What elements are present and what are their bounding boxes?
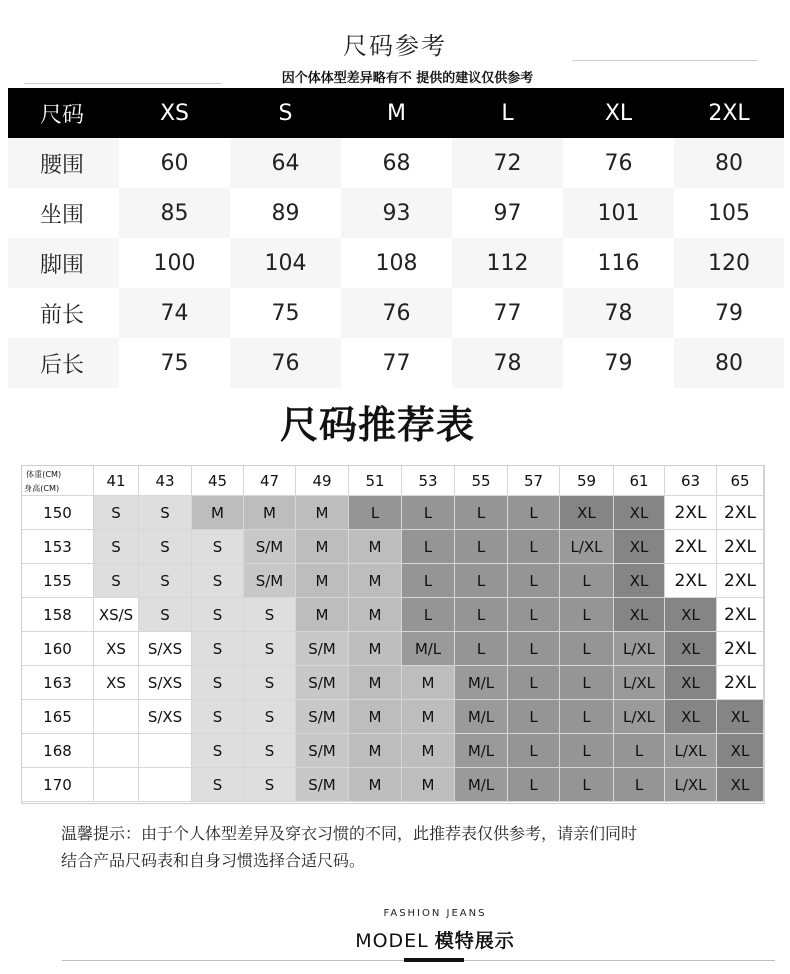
table-cell: 104 xyxy=(230,238,341,288)
size-cell: S xyxy=(192,666,244,700)
size-cell: S xyxy=(244,666,296,700)
size-cell: XS/S xyxy=(94,598,139,632)
size-cell: M xyxy=(402,768,455,802)
size-cell: M xyxy=(402,734,455,768)
size-cell: 2XL xyxy=(717,564,764,598)
height-label: 150 xyxy=(22,496,94,530)
tip-text xyxy=(61,820,761,874)
size-cell: S/M xyxy=(296,700,349,734)
size-cell: M xyxy=(349,564,402,598)
size-cell: L xyxy=(349,496,402,530)
table-cell: 79 xyxy=(674,288,784,338)
table-row xyxy=(8,288,784,338)
size-cell: S xyxy=(139,564,192,598)
table-cell: 76 xyxy=(563,138,674,188)
size-cell: XL xyxy=(614,598,665,632)
size-cell: L xyxy=(508,734,560,768)
size-cell: S xyxy=(244,768,296,802)
recommend-row xyxy=(22,530,764,564)
table-cell: 89 xyxy=(230,188,341,238)
table-cell: 105 xyxy=(674,188,784,238)
size-cell: M xyxy=(296,530,349,564)
decorative-line xyxy=(572,60,758,61)
size-cell: M xyxy=(402,700,455,734)
size-cell: 2XL xyxy=(717,666,764,700)
table-cell: 79 xyxy=(563,338,674,388)
weight-header: 43 xyxy=(139,466,192,496)
size-cell: XL xyxy=(717,768,764,802)
weight-header: 63 xyxy=(665,466,717,496)
size-cell: 2XL xyxy=(665,564,717,598)
size-cell: XL xyxy=(665,700,717,734)
size-cell: 2XL xyxy=(665,496,717,530)
divider-accent xyxy=(404,958,464,962)
size-cell: S xyxy=(94,564,139,598)
size-cell: M xyxy=(296,598,349,632)
size-cell: XS xyxy=(94,632,139,666)
weight-header: 45 xyxy=(192,466,244,496)
size-cell: L xyxy=(508,598,560,632)
size-cell xyxy=(94,734,139,768)
header-cell: 尺码 xyxy=(8,88,119,138)
size-cell: M/L xyxy=(455,734,508,768)
weight-header: 55 xyxy=(455,466,508,496)
weight-header: 51 xyxy=(349,466,402,496)
size-cell: M xyxy=(349,700,402,734)
size-cell: S xyxy=(192,700,244,734)
height-label: 163 xyxy=(22,666,94,700)
height-label: 158 xyxy=(22,598,94,632)
table-cell: 93 xyxy=(341,188,452,238)
size-cell: S/XS xyxy=(139,700,192,734)
height-label: 168 xyxy=(22,734,94,768)
size-cell: M xyxy=(349,530,402,564)
table-cell: 78 xyxy=(563,288,674,338)
size-cell: XL xyxy=(717,734,764,768)
table-cell: 72 xyxy=(452,138,563,188)
size-cell: S xyxy=(244,598,296,632)
size-cell: L xyxy=(560,632,614,666)
header-cell: XL xyxy=(563,88,674,138)
height-label: 153 xyxy=(22,530,94,564)
size-cell: S/XS xyxy=(139,666,192,700)
weight-header: 49 xyxy=(296,466,349,496)
table-cell: 80 xyxy=(674,338,784,388)
weight-header: 57 xyxy=(508,466,560,496)
header-cell: L xyxy=(452,88,563,138)
size-cell: XL xyxy=(665,632,717,666)
size-cell: L xyxy=(402,530,455,564)
table-cell: 97 xyxy=(452,188,563,238)
table-cell: 85 xyxy=(119,188,230,238)
table-cell: 101 xyxy=(563,188,674,238)
size-cell xyxy=(94,768,139,802)
size-cell: M xyxy=(349,768,402,802)
size-cell: M xyxy=(402,666,455,700)
size-cell: S/M xyxy=(296,632,349,666)
size-cell: L xyxy=(560,598,614,632)
size-cell: L xyxy=(614,768,665,802)
tip-line: 温馨提示：由于个人体型差异及穿衣习惯的不同，此推荐表仅供参考，请亲们同时 xyxy=(61,824,638,843)
size-cell: XL xyxy=(614,564,665,598)
size-cell: L xyxy=(455,496,508,530)
recommend-row xyxy=(22,564,764,598)
recommend-row xyxy=(22,632,764,666)
size-cell: S xyxy=(94,530,139,564)
size-cell: S xyxy=(192,530,244,564)
size-cell: S xyxy=(94,496,139,530)
size-cell: L xyxy=(402,598,455,632)
size-chart-table xyxy=(8,88,784,388)
row-label: 前长 xyxy=(8,288,119,338)
size-cell: S xyxy=(244,632,296,666)
size-cell: L xyxy=(402,496,455,530)
size-cell: L xyxy=(455,598,508,632)
size-cell: M/L xyxy=(402,632,455,666)
size-cell: S/XS xyxy=(139,632,192,666)
size-cell: L xyxy=(508,530,560,564)
row-label: 坐围 xyxy=(8,188,119,238)
row-label: 后长 xyxy=(8,338,119,388)
size-cell: XL xyxy=(614,530,665,564)
tip-line: 结合产品尺码表和自身习惯选择合适尺码。 xyxy=(61,851,366,870)
table-cell: 60 xyxy=(119,138,230,188)
row-label: 腰围 xyxy=(8,138,119,188)
size-cell: S/M xyxy=(296,734,349,768)
size-cell: XS xyxy=(94,666,139,700)
table-cell: 75 xyxy=(230,288,341,338)
table-cell: 112 xyxy=(452,238,563,288)
height-axis-label: 身高(CM) xyxy=(24,484,60,494)
size-cell: S xyxy=(244,700,296,734)
weight-header: 47 xyxy=(244,466,296,496)
size-cell: S xyxy=(192,768,244,802)
size-chart-subtitle: 因个体体型差异略有不 提供的建议仅供参考 xyxy=(281,71,534,86)
size-cell: M/L xyxy=(455,768,508,802)
height-label: 160 xyxy=(22,632,94,666)
size-cell: L/XL xyxy=(665,734,717,768)
header-cell: 2XL xyxy=(674,88,784,138)
size-cell: S/M xyxy=(296,768,349,802)
recommend-row xyxy=(22,496,764,530)
height-label: 170 xyxy=(22,768,94,802)
size-cell: 2XL xyxy=(717,530,764,564)
size-cell: L xyxy=(455,530,508,564)
size-cell: S xyxy=(192,598,244,632)
size-cell xyxy=(94,700,139,734)
size-chart-title: 尺码参考 xyxy=(343,32,447,60)
size-cell: S/M xyxy=(244,530,296,564)
size-cell: L xyxy=(560,734,614,768)
size-cell: M xyxy=(296,564,349,598)
size-cell: M xyxy=(349,734,402,768)
recommend-table-title: 尺码推荐表 xyxy=(279,403,475,447)
height-label: 165 xyxy=(22,700,94,734)
size-cell: XL xyxy=(717,700,764,734)
table-cell: 64 xyxy=(230,138,341,188)
table-cell: 78 xyxy=(452,338,563,388)
size-cell: S xyxy=(139,496,192,530)
table-cell: 80 xyxy=(674,138,784,188)
weight-header: 53 xyxy=(402,466,455,496)
size-cell: 2XL xyxy=(717,632,764,666)
size-cell: XL xyxy=(560,496,614,530)
header-cell: M xyxy=(341,88,452,138)
size-cell: S xyxy=(192,734,244,768)
recommend-row xyxy=(22,734,764,768)
size-cell: L xyxy=(508,768,560,802)
size-cell: L xyxy=(508,632,560,666)
table-cell: 108 xyxy=(341,238,452,288)
size-cell: S xyxy=(192,632,244,666)
table-cell: 76 xyxy=(341,288,452,338)
size-cell: M xyxy=(244,496,296,530)
table-cell: 77 xyxy=(341,338,452,388)
size-cell: S xyxy=(244,734,296,768)
size-cell: 2XL xyxy=(717,598,764,632)
table-cell: 100 xyxy=(119,238,230,288)
size-cell: S xyxy=(139,530,192,564)
size-cell: XL xyxy=(614,496,665,530)
size-cell: L xyxy=(455,632,508,666)
size-cell: L xyxy=(402,564,455,598)
model-section-heading xyxy=(0,926,790,953)
size-chart-header-row xyxy=(8,88,784,138)
size-cell: 2XL xyxy=(665,530,717,564)
weight-header: 65 xyxy=(717,466,764,496)
table-cell: 120 xyxy=(674,238,784,288)
recommend-header-row xyxy=(22,466,764,496)
size-cell: M xyxy=(349,666,402,700)
size-cell: L xyxy=(560,700,614,734)
height-label: 155 xyxy=(22,564,94,598)
size-cell xyxy=(139,768,192,802)
size-cell: XL xyxy=(665,666,717,700)
model-cn-label: 模特展示 xyxy=(434,930,515,952)
table-row xyxy=(8,188,784,238)
size-cell: L xyxy=(508,700,560,734)
size-cell: L/XL xyxy=(665,768,717,802)
size-cell: L xyxy=(614,734,665,768)
model-en-label: MODEL xyxy=(355,930,429,952)
size-cell: L/XL xyxy=(614,700,665,734)
size-cell: M/L xyxy=(455,700,508,734)
size-cell: M/L xyxy=(455,666,508,700)
size-cell: M xyxy=(349,632,402,666)
recommend-row xyxy=(22,768,764,802)
table-cell: 76 xyxy=(230,338,341,388)
size-cell: L/XL xyxy=(614,632,665,666)
row-label: 脚围 xyxy=(8,238,119,288)
size-cell: L xyxy=(560,666,614,700)
recommend-row xyxy=(22,700,764,734)
recommend-row xyxy=(22,666,764,700)
size-cell: XL xyxy=(665,598,717,632)
size-cell: S/M xyxy=(296,666,349,700)
recommend-row xyxy=(22,598,764,632)
table-cell: 116 xyxy=(563,238,674,288)
size-cell: S/M xyxy=(244,564,296,598)
weight-header: 41 xyxy=(94,466,139,496)
size-cell xyxy=(139,734,192,768)
table-cell: 77 xyxy=(452,288,563,338)
header-cell: XS xyxy=(119,88,230,138)
size-cell: L xyxy=(560,768,614,802)
size-cell: S xyxy=(139,598,192,632)
table-row xyxy=(8,238,784,288)
header-cell: S xyxy=(230,88,341,138)
size-cell: S xyxy=(192,564,244,598)
weight-header: 61 xyxy=(614,466,665,496)
fashion-jeans-label: FASHION JEANS xyxy=(383,908,487,919)
size-cell: L xyxy=(508,564,560,598)
size-cell: L xyxy=(508,666,560,700)
table-row xyxy=(8,138,784,188)
size-cell: L/XL xyxy=(614,666,665,700)
weight-header: 59 xyxy=(560,466,614,496)
corner-cell xyxy=(22,466,94,496)
size-cell: L xyxy=(455,564,508,598)
size-cell: L xyxy=(560,564,614,598)
table-cell: 68 xyxy=(341,138,452,188)
recommend-table xyxy=(21,465,765,804)
table-cell: 75 xyxy=(119,338,230,388)
table-row xyxy=(8,338,784,388)
size-cell: 2XL xyxy=(717,496,764,530)
weight-axis-label: 体重(CM) xyxy=(26,470,62,480)
size-cell: M xyxy=(192,496,244,530)
size-cell: M xyxy=(349,598,402,632)
table-cell: 74 xyxy=(119,288,230,338)
size-cell: L xyxy=(508,496,560,530)
size-cell: M xyxy=(296,496,349,530)
size-cell: L/XL xyxy=(560,530,614,564)
